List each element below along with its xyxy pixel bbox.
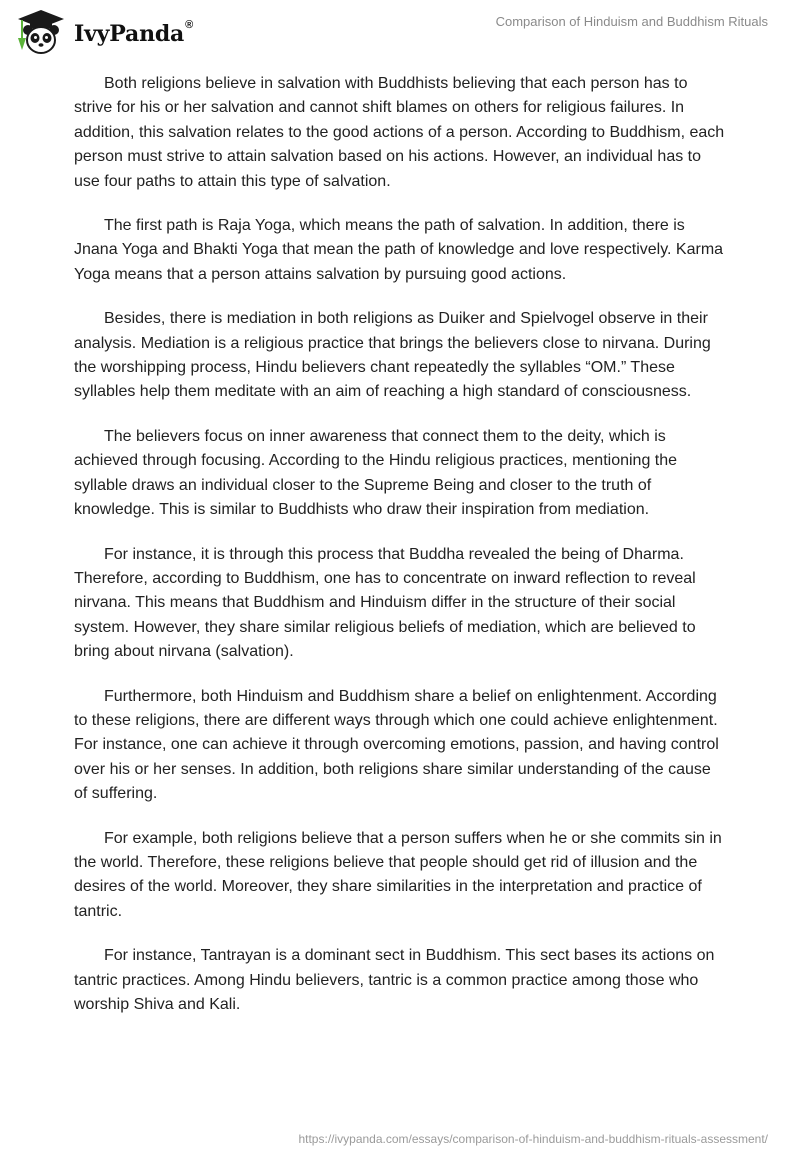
- paragraph: For instance, it is through this process that Buddha revealed the being of Dharma. Therefore, according to Buddhism, one has to concentrate on inward reflection to reveal nirvana. This means that Buddhism and Hinduism differ in the structure of their social system. However, they share similar religious beliefs of mediation, which are believed to bring about nirvana (salvation).: [74, 545, 696, 661]
- page-header: [0, 0, 800, 60]
- paragraph: Besides, there is mediation in both religions as Duiker and Spielvogel observe in their analysis. Mediation is a religious practice that brings the believers close to nirvana. During the worshipping process, Hindu believers chant repeatedly the syllables “OM.” These syllables help them meditate with an aim of reaching a high standard of consciousness.: [74, 310, 711, 401]
- paragraph: For example, both religions believe that a person suffers when he or she commits sin in the world. Therefore, these religions believe that people should get rid of illusion and the desires of the world. Moreover, they share similarities in the interpretation and practice of tantric.: [74, 829, 722, 920]
- paragraph: The believers focus on inner awareness that connect them to the deity, which is achieved through focusing. According to the Hindu religious practices, mentioning the syllable draws an individual closer to the Supreme Being and closer to the truth of knowledge. This is similar to Buddhists who draw their inspiration from mediation.: [74, 427, 678, 519]
- paragraph: Furthermore, both Hinduism and Buddhism share a belief on enlightenment. According to these religions, there are different ways through which one could achieve enlightenment. For instance, one can achieve it through overcoming emotions, passion, and having control over his or her senses. In addition, both religions share similar understanding of the cause of suffering.: [74, 687, 719, 803]
- brand-name: IvyPanda®: [74, 19, 194, 47]
- paragraph: For instance, Tantrayan is a dominant sect in Buddhism. This sect bases its actions on tantric practices. Among Hindu believers, tantric is a common practice among those who worship Shiva and Kali.: [74, 947, 715, 1013]
- paragraph: Both religions believe in salvation with Buddhists believing that each person has to strive for his or her salvation and cannot shift blames on others for religious failures. In addition, this salvation relates to the good actions of a person. According to Buddhism, each person must strive to attain salvation based on his actions. However, an individual has to use four paths to attain this type of salvation.: [74, 75, 725, 190]
- panda-graduation-cap-icon: [14, 8, 68, 56]
- source-url[interactable]: https://ivypanda.com/essays/comparison-of-hinduism-and-buddhism-rituals-assessment/: [298, 1132, 768, 1146]
- brand-logo[interactable]: [14, 8, 193, 56]
- registered-mark: ®: [185, 19, 194, 31]
- document-title: Comparison of Hinduism and Buddhism Rituals: [495, 14, 768, 29]
- paragraph: The first path is Raja Yoga, which means the path of salvation. In addition, there is Jnana Yoga and Bhakti Yoga that mean the path of knowledge and love respectively. Karma Yoga means that a person attains salvation by pursuing good actions.: [74, 217, 724, 283]
- essay-body: [74, 72, 726, 1037]
